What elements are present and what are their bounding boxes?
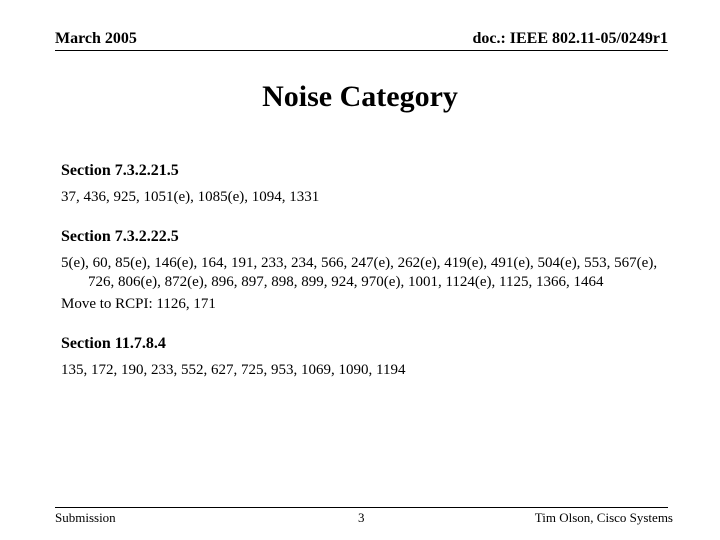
footer-author: Tim Olson, Cisco Systems <box>534 510 673 525</box>
section-7-3-2-22-5 <box>61 228 671 314</box>
footer-page-number: 3 <box>358 510 365 525</box>
header-date: March 2005 <box>55 30 137 47</box>
section-7-3-2-21-5 <box>61 162 671 207</box>
header-divider <box>55 50 668 51</box>
slide-title: Noise Category <box>262 80 458 113</box>
section-note: Move to RCPI: 1126, 171 <box>61 296 216 312</box>
section-body: 5(e), 60, 85(e), 146(e), 164, 191, 233, 234, 566, 247(e), 262(e), 419(e), 491(e), 504(e), 553, 567(e), 726, 806(e), 872(e), 896, 897, 898, 899, 924, 970(e), 1001, 1124(e), 1125, 1366, 1464 <box>61 255 658 290</box>
slide-content <box>61 162 671 401</box>
section-body: 135, 172, 190, 233, 552, 627, 725, 953, 1069, 1090, 1194 <box>61 362 406 378</box>
section-heading: Section 7.3.2.21.5 <box>61 162 179 179</box>
footer-submission: Submission <box>55 510 116 525</box>
section-11-7-8-4 <box>61 335 671 380</box>
section-heading: Section 7.3.2.22.5 <box>61 228 179 245</box>
section-body: 37, 436, 925, 1051(e), 1085(e), 1094, 1331 <box>61 189 320 205</box>
header-doc-id: doc.: IEEE 802.11-05/0249r1 <box>472 30 668 47</box>
footer-divider <box>55 507 668 508</box>
section-heading: Section 11.7.8.4 <box>61 335 166 352</box>
